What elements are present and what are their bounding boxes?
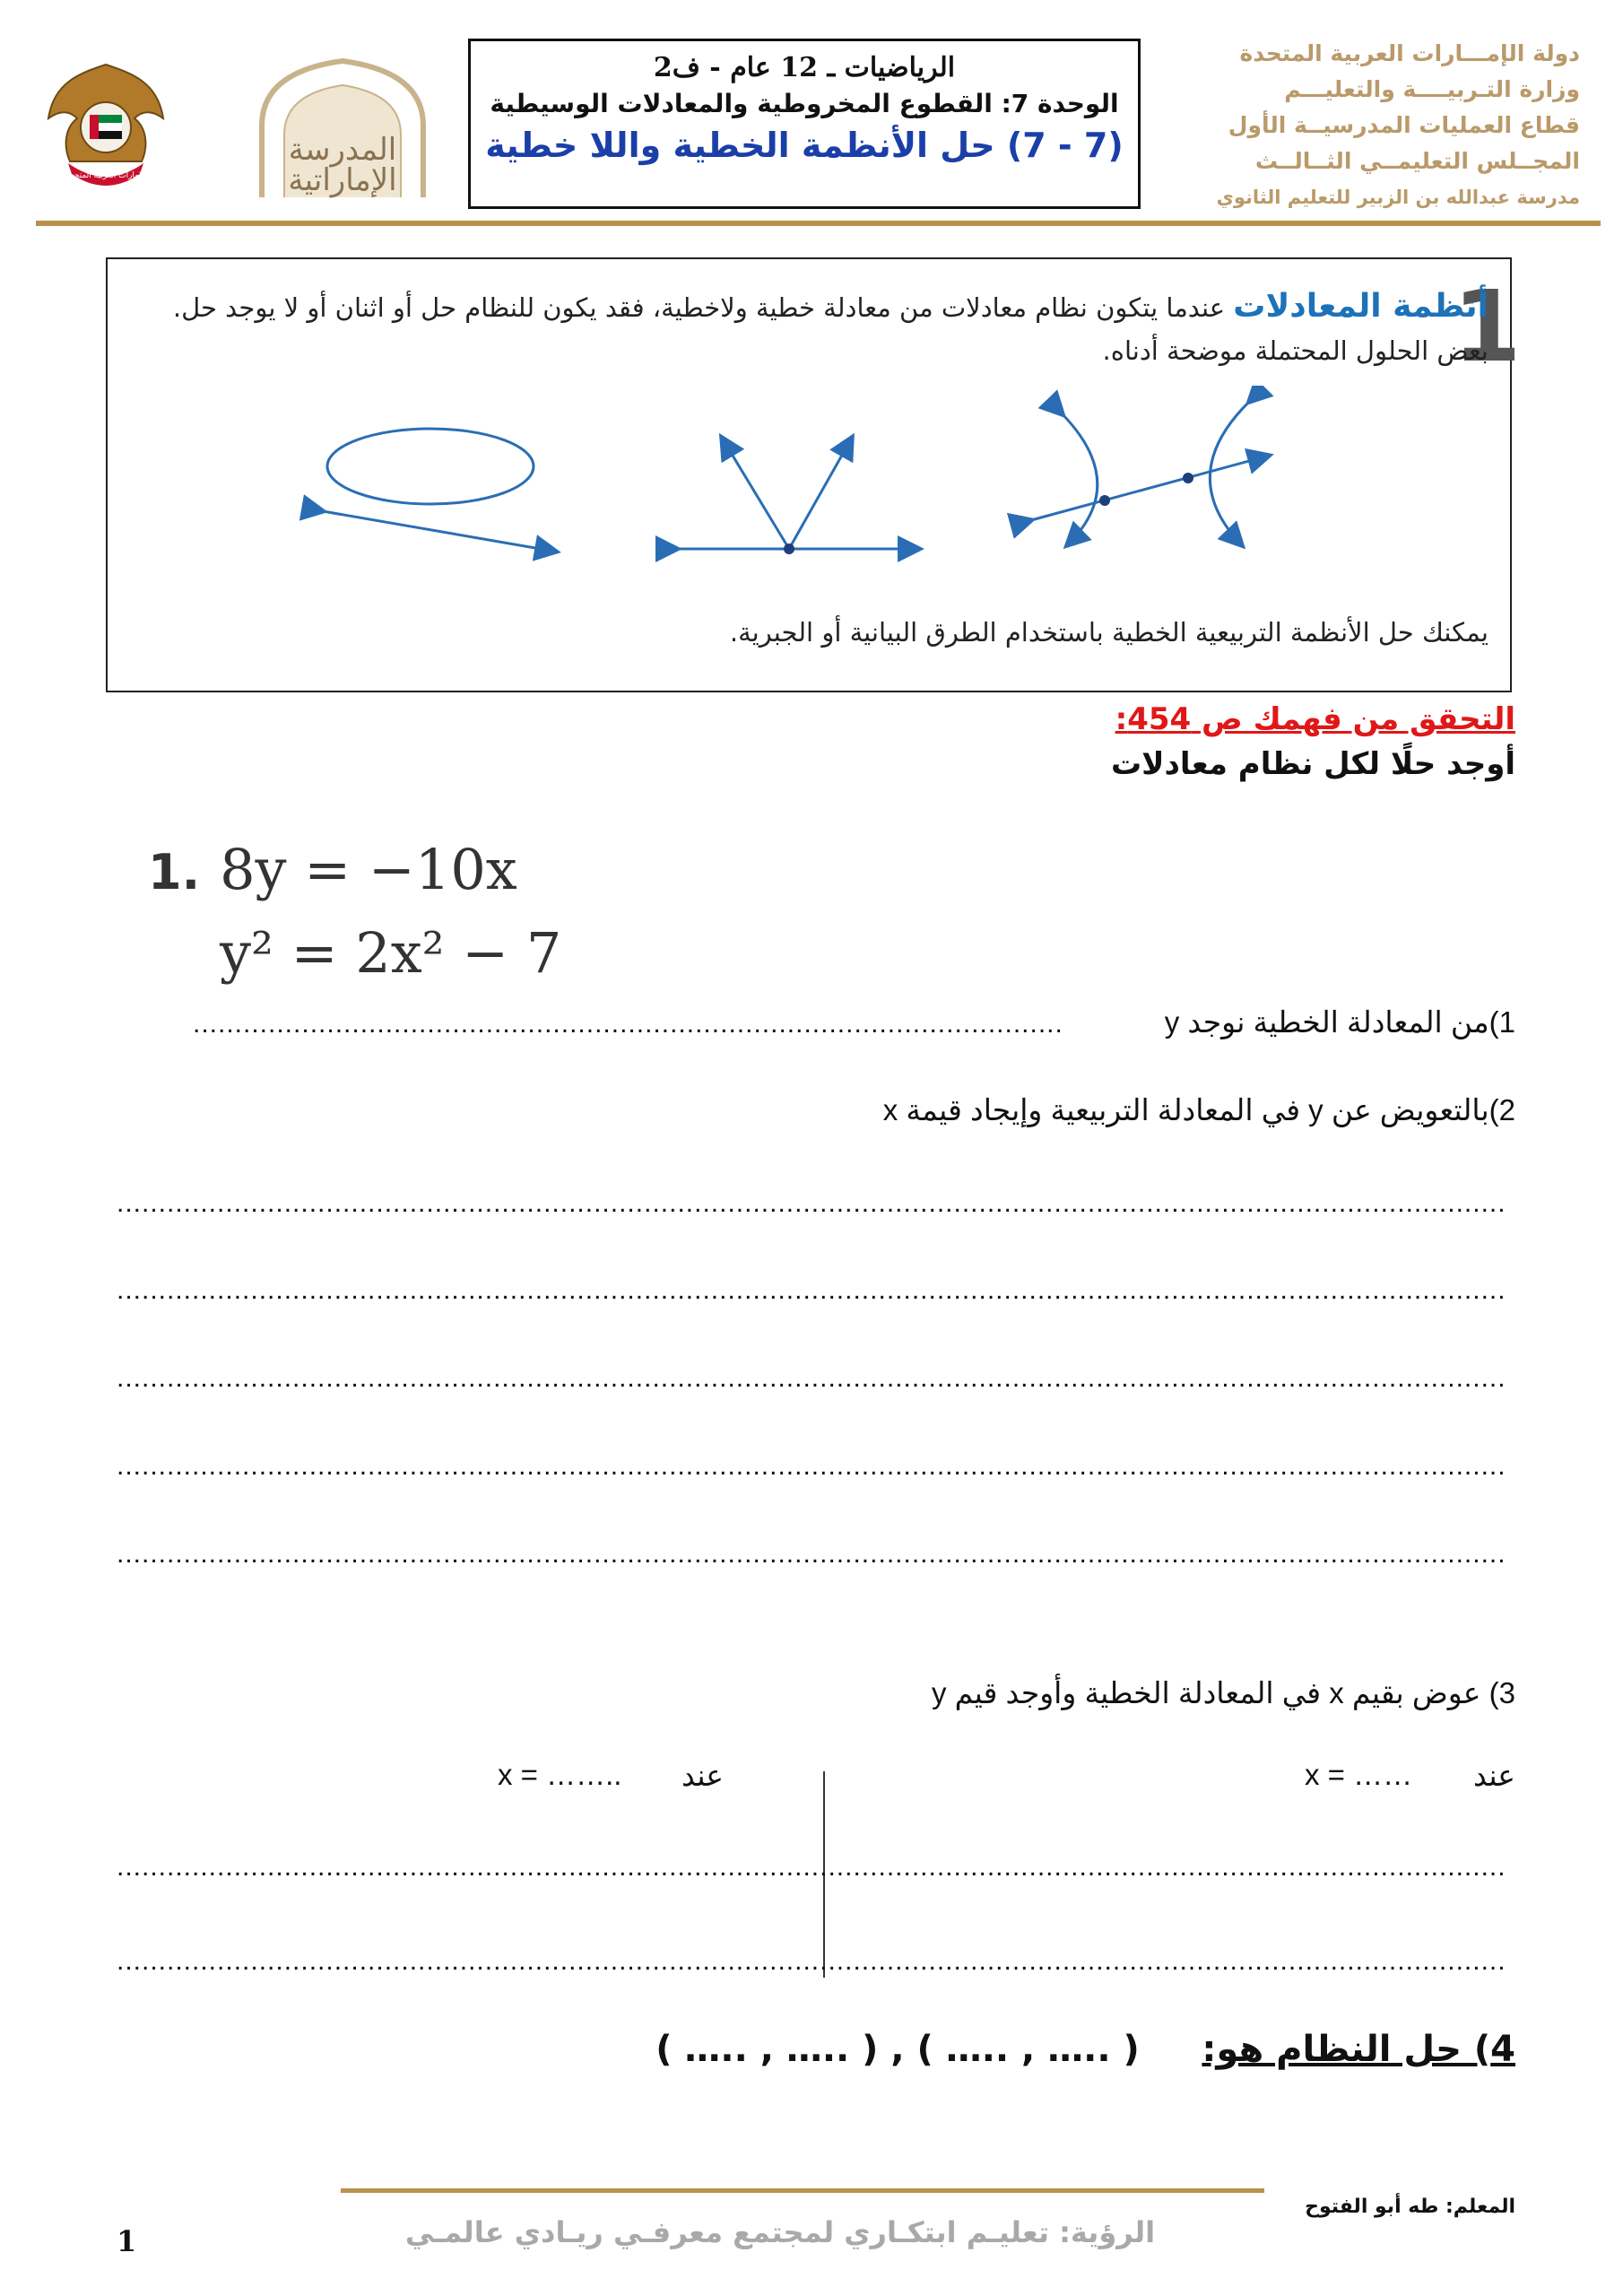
answer-line[interactable]: ...................................................................................................................................................................... [117, 1539, 1506, 1569]
answer-line[interactable]: ...................................................................................................................................................................... [117, 1188, 1506, 1218]
teacher-name: المعلم: طه أبو الفتوح [1305, 2196, 1515, 2218]
concept-heading: أنظمة المعادلات [1233, 288, 1488, 325]
at-label-left: عند [681, 1759, 724, 1792]
emblem-ribbon-text: الإمارات العربية المتحدة [65, 171, 146, 180]
system-solution [655, 2029, 1515, 2070]
solution-answer[interactable]: ( ….. , ….. ) , ( ….. , ….. ) [655, 2029, 1140, 2070]
answer-line[interactable]: ...................................................................................................................................................................... [117, 1275, 1506, 1305]
subject-line: الرياضيات ـ 12 عام - ف2 [653, 52, 956, 83]
v-branch-right [789, 438, 852, 549]
header-line: دولة الإمـــارات العربية المتحدة [1239, 40, 1580, 66]
hyperbola-left-branch [1063, 414, 1098, 545]
header-line: قطاع العمليات المدرسيــة الأول [1228, 112, 1580, 138]
intersection-point [1099, 495, 1110, 506]
problem-number: 1. [148, 844, 201, 900]
page-number: 1 [117, 2224, 137, 2258]
intersection-point [1183, 473, 1193, 483]
answer-line[interactable]: ...................................................................................................................................................................... [117, 1946, 1506, 1976]
header-line: مدرسة عبدالله بن الزبير للتعليم الثانوي [1216, 187, 1580, 208]
answer-line[interactable]: ...................................................................................................................................................................... [117, 1363, 1506, 1393]
ministry-header [1159, 36, 1580, 215]
solution-cases-diagram [296, 386, 1309, 565]
lesson-title-box [468, 39, 1141, 209]
x-value-left[interactable]: x = …….. [498, 1758, 622, 1791]
vision-statement: الرؤية: تعليـم ابتكـاري لمجتمع معرفـي ريـادي عالمـي [404, 2215, 1156, 2249]
problem-equations [148, 830, 561, 994]
answer-line[interactable]: ........................................................................................................ [193, 1009, 1063, 1039]
answer-line[interactable]: ...................................................................................................................................................................... [117, 1451, 1506, 1481]
header-divider [36, 221, 1601, 226]
instruction: أوجد حلًا لكل نظام معادلات [1111, 746, 1515, 782]
hyperbola-right-branch [1210, 402, 1249, 545]
school-logo-line2: الإماراتية [288, 162, 397, 198]
ellipse-curve [327, 429, 534, 504]
concept-footer: يمكنك حل الأنظمة التربيعية الخطية باستخدام الطرق البيانية أو الجبرية. [729, 617, 1488, 648]
lesson-title: (7 - 7) حل الأنظمة الخطية واللا خطية [485, 126, 1124, 165]
footer-divider [341, 2188, 1264, 2193]
step-1: 1)من المعادلة الخطية نوجد y [1164, 1005, 1515, 1039]
secant-line [1031, 456, 1269, 520]
school-logo-line1: المدرسة [288, 132, 397, 168]
disjoint-line [323, 511, 556, 552]
equation-quadratic: y² = 2x² − 7 [220, 920, 562, 986]
concept-number: 1 [1453, 269, 1522, 384]
check-understanding-title: التحقق من فهمك ص 454: [1115, 701, 1515, 737]
intersection-point [784, 544, 794, 554]
v-branch-left [722, 438, 789, 549]
step-2: 2)بالتعويض عن y في المعادلة التربيعية وإيجاد قيمة x [882, 1093, 1515, 1126]
x-value-right[interactable]: x = …… [1305, 1758, 1413, 1791]
unit-line: الوحدة 7: القطوع المخروطية والمعادلات الوسيطية [490, 89, 1119, 118]
emirati-school-logo [235, 54, 450, 202]
equation-linear: 8y = −10x [220, 837, 517, 902]
concept-text [126, 285, 1488, 372]
header-line: وزارة التـربيــــة والتعليـــم [1284, 76, 1580, 102]
header-line: المجــلس التعليمــي الثــالــث [1254, 148, 1580, 174]
at-label-right: عند [1473, 1759, 1515, 1792]
uae-emblem-logo [43, 56, 169, 199]
step-3: 3) عوض بقيم x في المعادلة الخطية وأوجد قيم y [931, 1676, 1515, 1709]
concept-body: عندما يتكون نظام معادلات من معادلة خطية ولاخطية، فقد يكون للنظام حل أو اثنان أو لا يوجد حل. بعض الحلول المحتملة موضحة أدناه. [172, 292, 1488, 366]
solution-label: 4) حل النظام هو: [1202, 2029, 1515, 2070]
answer-line[interactable]: ...................................................................................................................................................................... [117, 1852, 1506, 1882]
